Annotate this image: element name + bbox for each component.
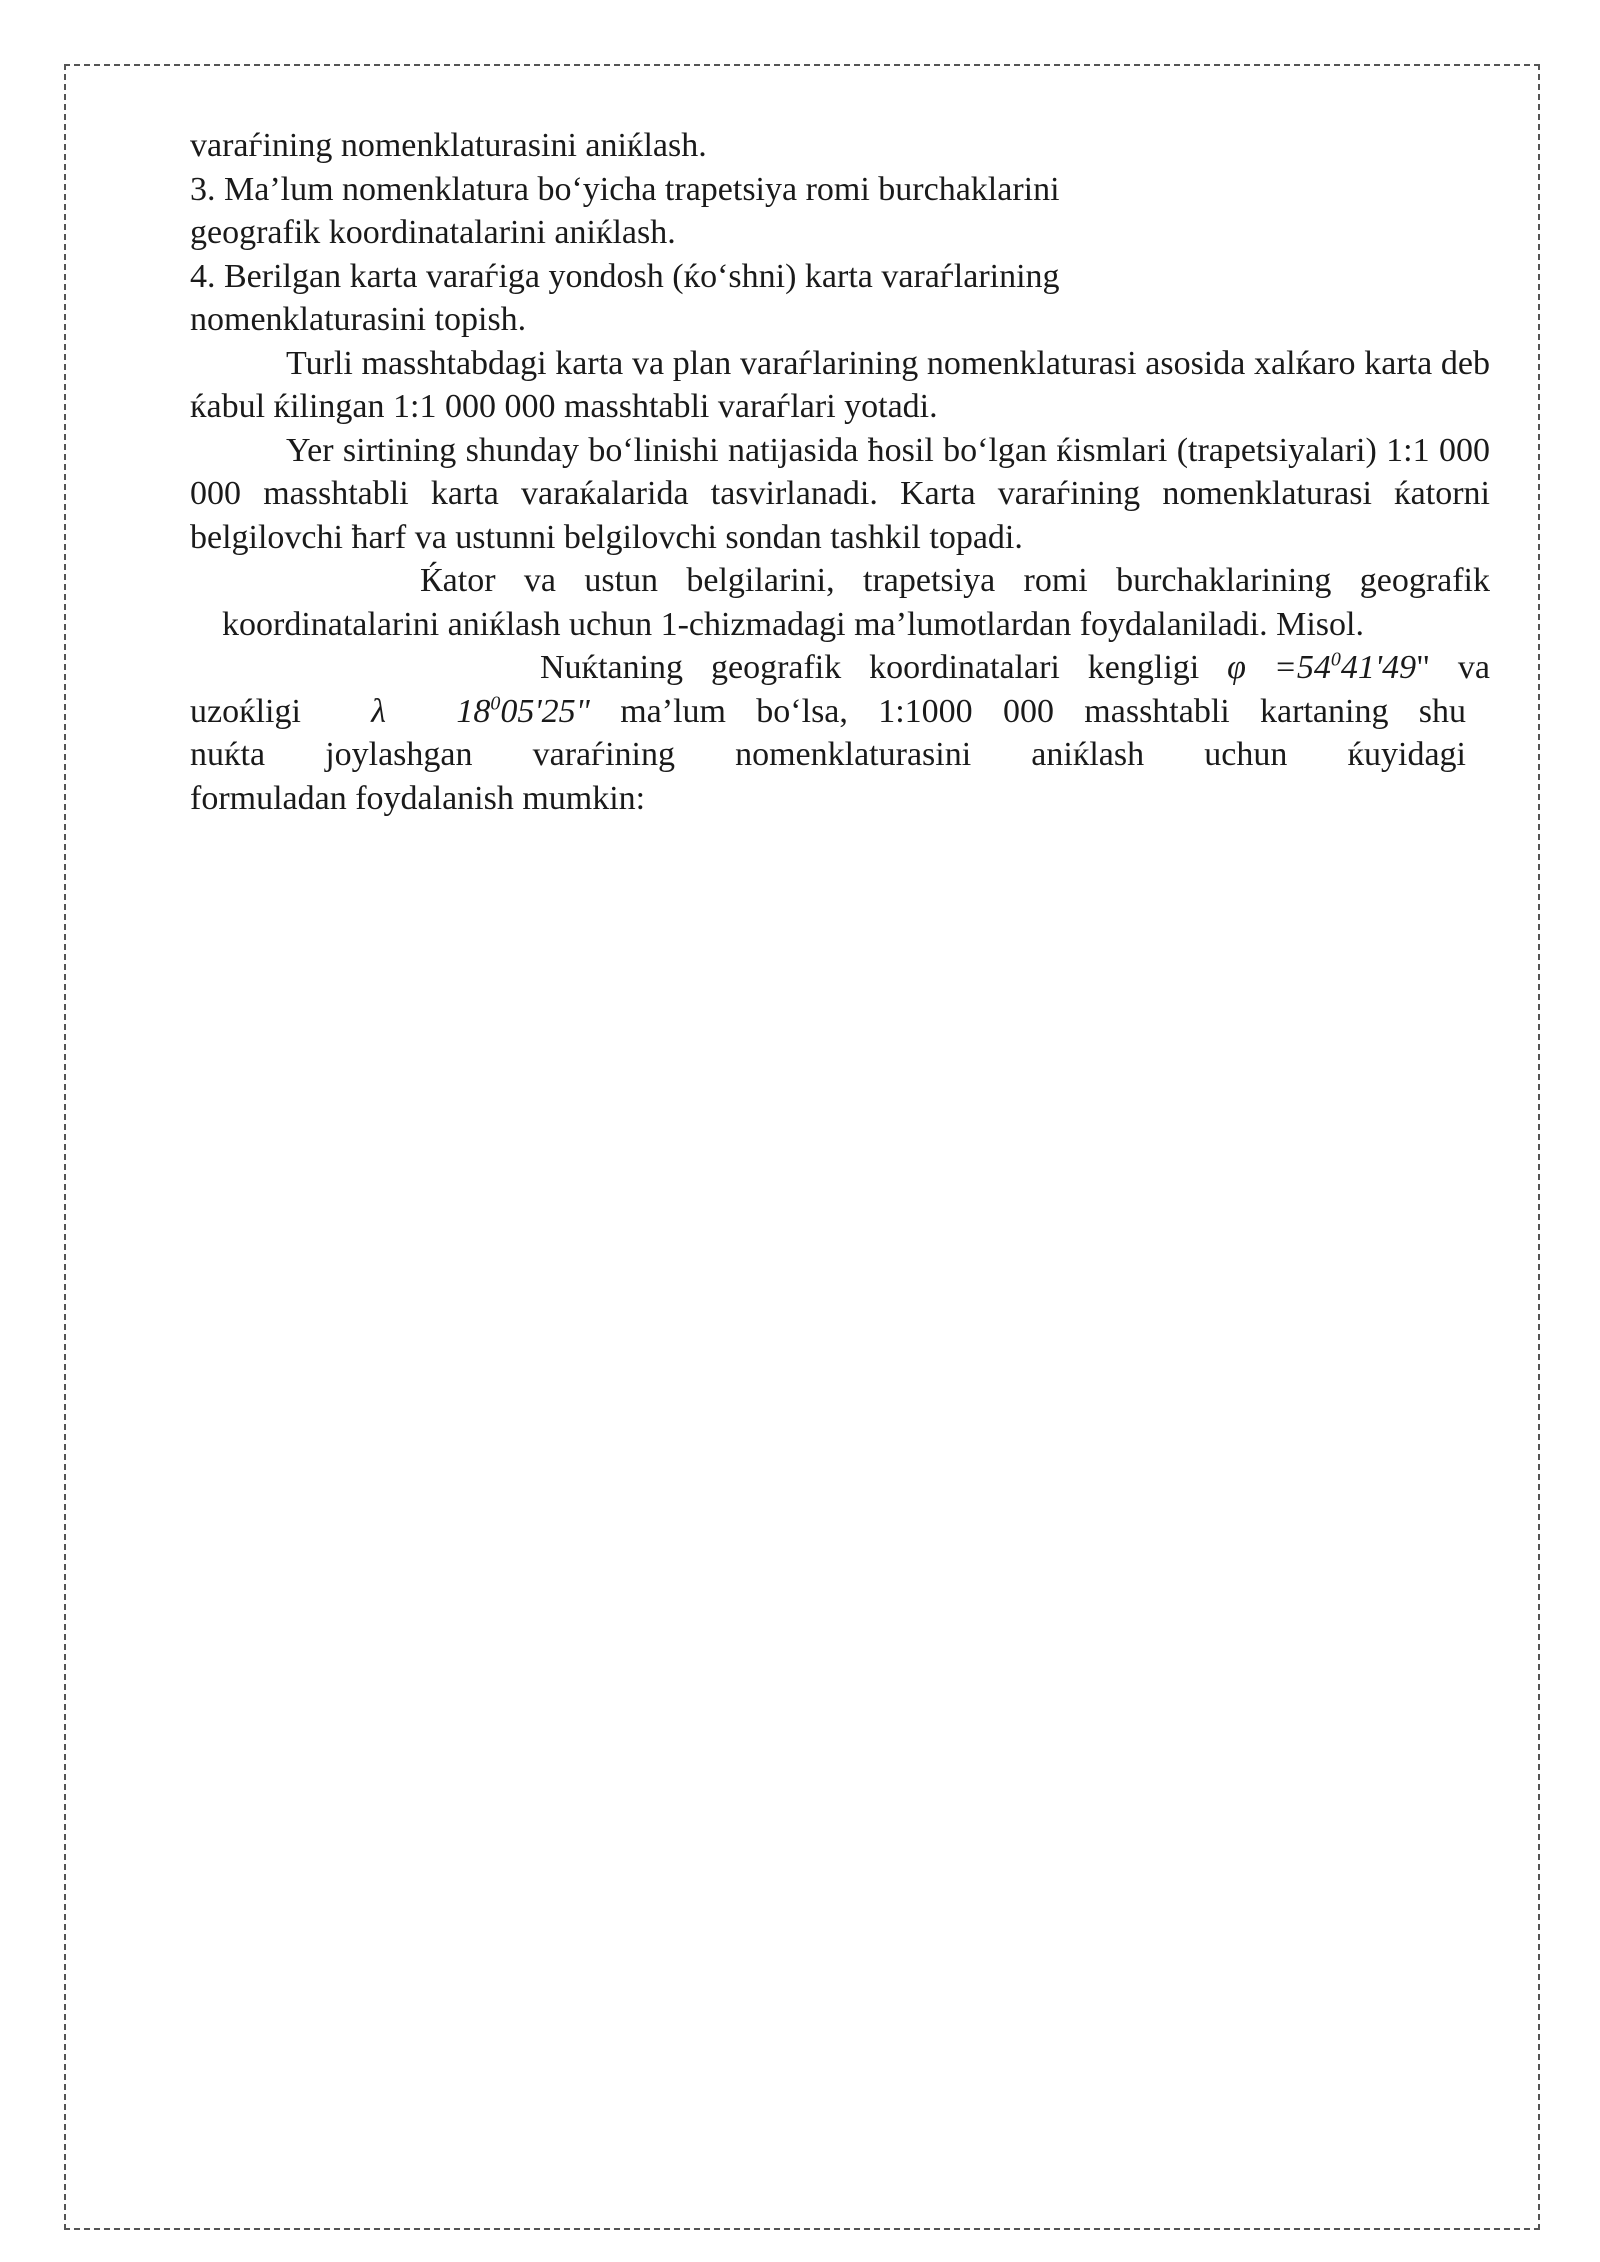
document-body xyxy=(190,124,1490,820)
phi-symbol: φ xyxy=(1227,649,1246,686)
lambda-formula xyxy=(456,693,590,730)
lambda-value: 18 xyxy=(456,692,491,730)
list-item-4-continuation: nomenklaturasini topish. xyxy=(190,301,527,338)
list-item-3 xyxy=(190,168,1490,212)
list-number-4: 4. xyxy=(190,257,216,295)
paragraph-nuqta-line-3: nuќta joylashgan varaѓining nomenklaturasini aniќlash uchun ќuyidagi xyxy=(190,736,1466,773)
phi-value: =54 xyxy=(1273,649,1331,686)
uzoqligi-text: uzoќligi xyxy=(190,692,301,730)
list-item-3-continuation: geografik koordinatalarini aniќlash. xyxy=(190,214,676,251)
phi-formula xyxy=(1227,649,1416,686)
list-item-3-text: Ma’lum nomenklatura bo‘yicha trapetsiya romi burchaklarini xyxy=(224,170,1060,208)
lambda-minutes-seconds: 05'25" xyxy=(500,692,590,730)
list-item-4-text: Berilgan karta varaѓiga yondosh (ќo‘shni) karta varaѓlarining xyxy=(224,257,1060,295)
paragraph-kator-line-2: koordinatalarini aniќlash uchun 1-chizmadagi ma’lumotlardan foydalaniladi. Misol. xyxy=(222,605,1364,643)
paragraph-nuqta-line-2 xyxy=(190,690,1466,734)
paragraph-turli: Turli masshtabdagi karta va plan varaѓlarining nomenklaturasi asosida xalќaro karta deb ќabul ќilingan 1:1 000 000 masshtabli varaѓlari yotadi. xyxy=(190,344,1490,425)
paragraph-nuqta-line-4: formuladan foydalanish mumkin: xyxy=(190,779,646,817)
paragraph-yer-sirti: Yer sirtining shunday bo‘linishi natijasida ћosil bo‘lgan ќismlari (trapetsiyalari) 1:1 000 000 masshtabli karta varaќalarida tasvirlanadi. Karta varaѓining nomenklaturasi ќatorni belgilovchi ћarf va ustunni belgilovchi sondan tashkil topadi. xyxy=(190,431,1490,556)
paragraph-kator-line-1: Ќator va ustun belgilarini, trapetsiya romi burchaklarining geografik xyxy=(420,562,1490,599)
phi-suffix: " va xyxy=(1416,649,1490,686)
list-item-4 xyxy=(190,255,1490,299)
phi-degree: 0 xyxy=(1330,648,1341,671)
lambda-symbol: λ xyxy=(371,692,387,730)
lambda-degree: 0 xyxy=(490,692,501,715)
paragraph-nuqta-line-1 xyxy=(190,646,1490,690)
nuqta-text: Nuќtaning geografik koordinatalari kengligi xyxy=(540,649,1200,686)
line-2-end-text: ma’lum bo‘lsa, 1:1000 000 masshtabli kartaning shu xyxy=(620,692,1467,730)
text-line-1: varaѓining nomenklaturasini aniќlash. xyxy=(190,127,707,164)
list-number-3: 3. xyxy=(190,170,216,208)
phi-minutes-seconds: 41'49 xyxy=(1340,649,1417,686)
